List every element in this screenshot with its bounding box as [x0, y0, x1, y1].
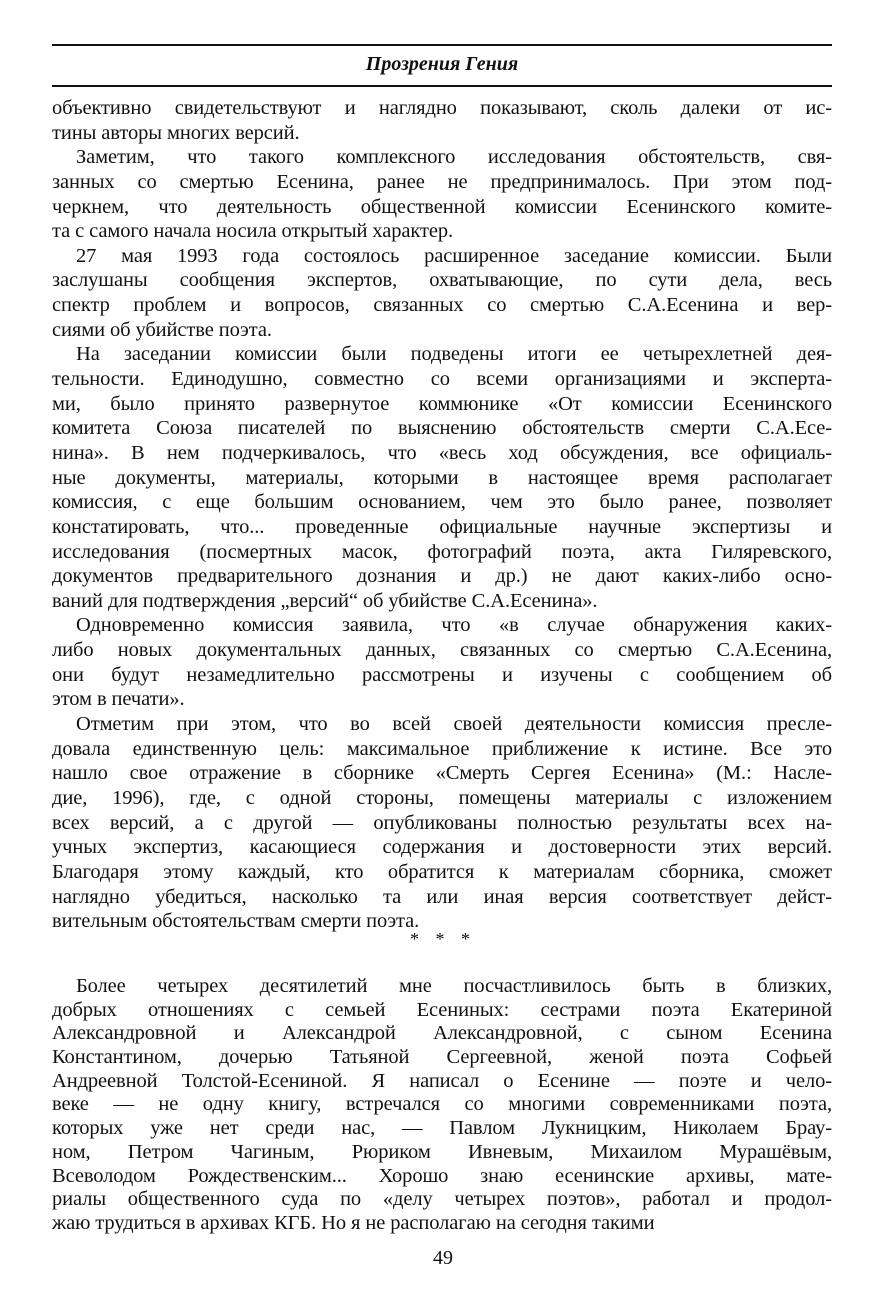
text-line: та с самого начала носила открытый характер. [52, 220, 454, 243]
text-line: комиссия, с еще большим основанием, чем это было ранее, позволяет [52, 491, 832, 514]
text-line: риалы общественного суда по «делу четырех поэтов», работал и продол- [52, 1188, 832, 1211]
text-line: занных со смертью Есенина, ранее не предпринималось. При этом под- [52, 170, 832, 193]
paragraph [52, 975, 832, 1236]
section-separator: * * * [410, 929, 476, 949]
text-line: добрых отношениях с семьей Есениных: сестрами поэта Екатериной [52, 998, 832, 1021]
text-line: ном, Петром Чагиным, Рюриком Ивневым, Михаилом Мурашёвым, [52, 1140, 832, 1163]
text-line: 27 мая 1993 года состоялось расширенное заседание комиссии. Были [76, 244, 832, 267]
text-line: учных экспертиз, касающиеся содержания и достоверности этих версий. [52, 836, 832, 859]
text-line: Благодаря этому каждый, кто обратится к материалам сборника, сможет [52, 860, 832, 883]
text-line: сиями об убийстве поэта. [52, 318, 272, 341]
text-line: комитета Союза писателей по выяснению обстоятельств смерти С.А.Есе- [52, 417, 832, 440]
text-line: тельности. Единодушно, совместно со всеми организациями и эксперта- [52, 368, 832, 391]
text-line: черкнем, что деятельность общественной комиссии Есенинского комите- [52, 195, 832, 218]
text-line: вительным обстоятельствам смерти поэта. [52, 910, 420, 933]
text-line: спектр проблем и вопросов, связанных со смертью С.А.Есенина и вер- [52, 294, 832, 317]
text-line: либо новых документальных данных, связанных со смертью С.А.Есенина, [52, 639, 832, 662]
paragraph [52, 342, 832, 613]
text-line: ми, было принято развернутое коммюнике «От комиссии Есенинского [52, 392, 832, 415]
text-line: жаю трудиться в архивах КГБ. Но я не располагаю на сегодня такими [52, 1211, 655, 1234]
text-line: этом в печати». [52, 688, 185, 711]
text-line: Александровной и Александрой Александровной, с сыном Есенина [52, 1022, 832, 1045]
text-line: нина». В нем подчеркивалось, что «весь ход обсуждения, все официаль- [52, 441, 832, 464]
text-line: Андреевной Толстой-Есениной. Я написал о Есенине — поэте и чело- [52, 1069, 832, 1092]
text-line: Одновременно комиссия заявила, что «в случае обнаружения каких- [76, 614, 832, 637]
text-line: объективно свидетельствуют и наглядно показывают, сколь далеки от ис- [52, 97, 832, 119]
paragraph [52, 96, 832, 145]
text-line: На заседании комиссии были подведены итоги ее четырехлетней дея- [76, 343, 832, 366]
paragraph [52, 244, 832, 343]
page-number: 49 [433, 1247, 453, 1269]
paragraph [52, 712, 832, 934]
header-bottom-rule [52, 85, 832, 87]
text-line: ные документы, материалы, которыми в настоящее время располагает [52, 466, 832, 489]
text-line: они будут незамедлительно рассмотрены и изучены с сообщением об [52, 663, 832, 686]
text-line: Более четырех десятилетий мне посчастливилось быть в близких, [76, 975, 832, 997]
text-line: Константином, дочерью Татьяной Сергеевной, женой поэта Софьей [52, 1046, 832, 1069]
text-line: дие, 1996), где, с одной стороны, помещены материалы с изложением [52, 786, 832, 809]
text-line: констатировать, что... проведенные официальные научные экспертизы и [52, 515, 832, 538]
text-line: наглядно убедиться, насколько та или иная версия соответствует дейст- [52, 885, 832, 908]
header-top-rule [52, 44, 832, 46]
text-line: Заметим, что такого комплексного исследования обстоятельств, свя- [76, 146, 832, 169]
running-title: Прозрения Гения [365, 53, 519, 75]
text-line: Отметим при этом, что во всей своей деятельности комиссия пресле- [76, 713, 832, 736]
text-line: всех версий, а с другой — опубликованы полностью результаты всех на- [52, 811, 832, 834]
text-line: ваний для подтверждения „версий“ об убийстве С.А.Есенина». [52, 589, 598, 612]
text-line: довала единственную цель: максимальное приближение к истине. Все это [52, 737, 832, 760]
body-text-after [52, 975, 832, 1236]
text-line: тины авторы многих версий. [52, 121, 300, 144]
body-text-before [52, 96, 832, 934]
paragraph [52, 613, 832, 712]
text-line: исследования (посмертных масок, фотографий поэта, акта Гиляревского, [52, 540, 832, 563]
text-line: веке — не одну книгу, встречался со многими современниками поэта, [52, 1093, 832, 1116]
text-line: заслушаны сообщения экспертов, охватывающие, по сути дела, весь [52, 269, 832, 292]
paragraph [52, 145, 832, 244]
text-line: документов предварительного дознания и др.) не дают каких-либо осно- [52, 565, 832, 588]
text-line: Всеволодом Рождественским... Хорошо знаю есенинские архивы, мате- [52, 1164, 832, 1187]
text-line: нашло свое отражение в сборнике «Смерть Сергея Есенина» (М.: Насле- [52, 762, 832, 785]
text-line: которых уже нет среди нас, — Павлом Лукницким, Николаем Брау- [52, 1117, 832, 1140]
